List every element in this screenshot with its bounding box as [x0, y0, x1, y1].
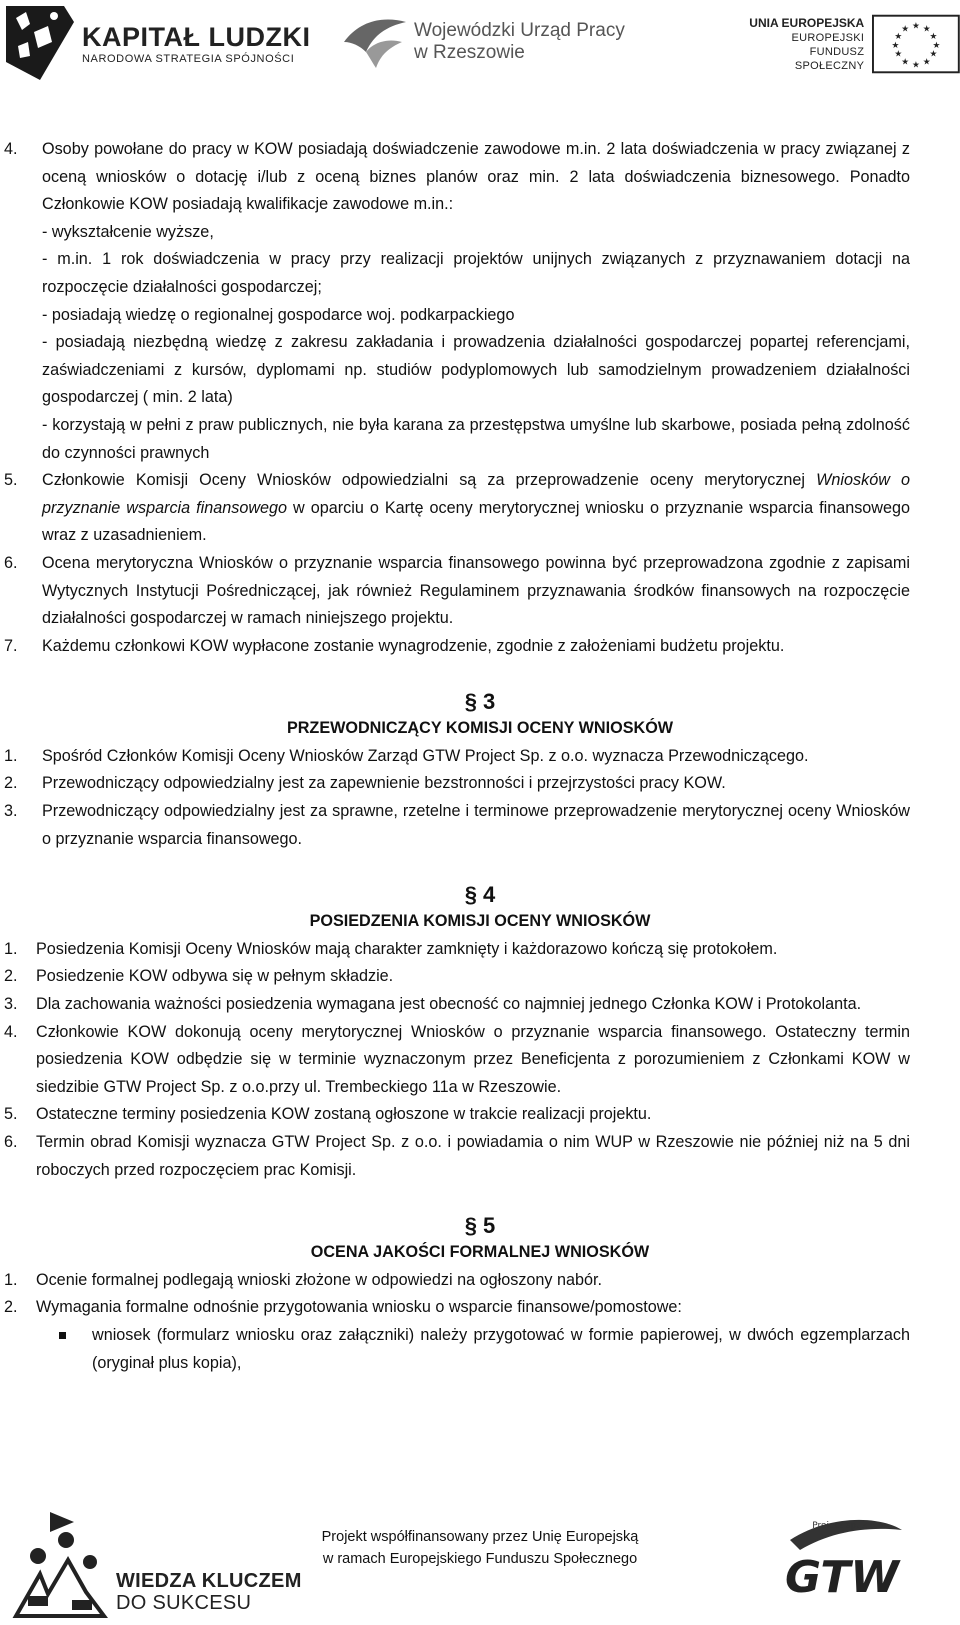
item-number: 1. — [4, 939, 18, 958]
item-number: 3. — [4, 802, 18, 821]
list-item — [0, 467, 960, 550]
section-heading — [0, 688, 960, 743]
item-number: 2. — [4, 967, 18, 986]
people-reading-icon — [10, 1504, 110, 1620]
svg-text:★: ★ — [901, 24, 910, 35]
eu-line2: EUROPEJSKI — [791, 31, 865, 44]
page-footer — [0, 1500, 960, 1625]
item-number: 6. — [4, 1133, 18, 1151]
item-text: Ocenie formalnej podlegają wnioski złożone w odpowiedzi na ogłoszony nabór. — [36, 1270, 603, 1289]
item-number: 5. — [4, 471, 18, 490]
svg-text:★: ★ — [901, 57, 910, 68]
item-subpoint: - m.in. 1 rok doświadczenia w pracy przy realizacji projektów unijnych związanych z przyznawaniem dotacji na rozpoczęcie działalności gospodarczej; — [42, 250, 910, 296]
list-item — [0, 633, 960, 661]
cofinancing-line2: w ramach Europejskiego Funduszu Społecznego — [322, 1551, 638, 1567]
gtw-logo-icon — [770, 1510, 910, 1610]
wup-bird-icon — [340, 12, 410, 72]
list-item — [0, 936, 960, 964]
item-number: 7. — [4, 636, 18, 655]
item-subpoint: - posiadają niezbędną wiedzę z zakresu zakładania i prowadzenia działalności gospodarczej popartej referencjami, zaświadczeniami z kursów, dyplomami np. studiów podyplomowych lub samodzielnym prowadzeniem działalności gospodarczej ( min. 2 lata) — [42, 333, 910, 407]
svg-text:★: ★ — [929, 49, 938, 60]
section-title: POSIEDZENIA KOMISJI OCENY WNIOSKÓW — [309, 912, 651, 931]
svg-text:★: ★ — [929, 32, 938, 43]
item-number: 6. — [4, 553, 18, 572]
item-number: 2. — [4, 774, 18, 793]
item-text: Osoby powołane do pracy w KOW posiadają doświadczenie zawodowe m.in. 2 lata doświadczenia w pracy związanej z oceną wniosków o dotację i/lub z oceną biznes planów oraz min. 2 lata doświadczenia biznesowego. Ponadto Członkowie KOW posiadają kwalifikacje zawodowe m.in.: — [42, 140, 910, 214]
item-text: Wymagania formalne odnośnie przygotowania wniosku o wsparcie finansowe/pomostowe: — [36, 1298, 682, 1317]
list-item — [0, 1294, 960, 1322]
section-sign: § 3 — [464, 689, 496, 715]
item-text: Członkowie Komisji Oceny Wniosków odpowiedzialni są za przeprowadzenie oceny merytorycznej — [42, 471, 817, 490]
eu-line3: FUNDUSZ SPOŁECZNY — [794, 45, 865, 72]
item-text-italic: Wniosków o przyznanie wsparcia finansowego — [42, 471, 911, 517]
item-text: Przewodniczący odpowiedzialny jest za sprawne, rzetelne i terminowe przeprowadzenie merytorycznej oceny Wniosków o przyznanie wsparcia finansowego. — [42, 802, 910, 848]
item-text: Każdemu członkowi KOW wypłacone zostanie wynagrodzenie, zgodnie z założeniami budżetu projektu. — [42, 636, 785, 655]
item-text: Członkowie KOW dokonują oceny merytorycznej Wniosków o przyznanie wsparcia finansowego. Ostateczny termin posiedzenia KOW odbędzie się w terminie wyznaczonym przez Beneficjenta z porozumieniem z Członkami KOW w siedzibie GTW Project Sp. z o.o.przy ul. Trembeckiego 11a w Rzeszowie. — [36, 1022, 910, 1096]
gtw-tagline: Project sp. z o.o. — [812, 1521, 886, 1531]
section-title: OCENA JAKOŚCI FORMALNEJ WNIOSKÓW — [310, 1243, 650, 1262]
section-sign: § 5 — [464, 1213, 496, 1239]
list-item — [0, 743, 960, 771]
item-number: 5. — [4, 1105, 18, 1124]
list-item — [0, 770, 960, 798]
item-text: Posiedzenia Komisji Oceny Wniosków mają charakter zamknięty i każdorazowo kończą się protokołem. — [36, 939, 778, 958]
svg-text:★: ★ — [894, 49, 903, 60]
item-number: 4. — [4, 1022, 18, 1041]
gtw-logo-text: GTW — [785, 1552, 899, 1603]
kapital-ludzki-subtitle: NARODOWA STRATEGIA SPÓJNOŚCI — [82, 53, 295, 65]
item-text: Przewodniczący odpowiedzialny jest za zapewnienie bezstronności i przejrzystości pracy KOW. — [42, 774, 726, 793]
list-item — [0, 136, 960, 467]
svg-text:★: ★ — [891, 40, 900, 51]
wiedza-line2: DO SUKCESU — [116, 1592, 252, 1614]
kapital-ludzki-title: KAPITAŁ LUDZKI — [82, 22, 311, 52]
kapital-ludzki-emblem-icon — [4, 2, 76, 82]
list-item — [0, 963, 960, 991]
section-heading — [0, 881, 960, 936]
svg-text:★: ★ — [922, 57, 931, 68]
list-item — [0, 1267, 960, 1295]
list-item — [0, 1019, 960, 1102]
section-heading — [0, 1212, 960, 1267]
document-body — [0, 136, 960, 1377]
item-text: Termin obrad Komisji wyznacza GTW Project Sp. z o.o. i powiadamia o nim WUP w Rzeszowie nie później niż na 5 dni roboczych przed rozpoczęciem prac Komisji. — [36, 1133, 910, 1179]
item-text: Posiedzenie KOW odbywa się w pełnym składzie. — [36, 967, 394, 986]
item-number: 1. — [4, 746, 18, 765]
eu-line1: UNIA EUROPEJSKA — [749, 15, 865, 30]
svg-text:★: ★ — [922, 24, 931, 35]
list-item — [0, 991, 960, 1019]
wup-name-line2: w Rzeszowie — [414, 42, 525, 63]
bullet-item — [0, 1322, 960, 1377]
item-subpoint: - korzystają w pełni z praw publicznych, nie była karana za przestępstwa umyślne lub skarbowe, posiada pełną zdolność do czynności prawnych — [42, 415, 910, 462]
item-number: 2. — [4, 1298, 18, 1317]
list-item — [0, 1101, 960, 1129]
bullet-text: wniosek (formularz wniosku oraz załączniki) należy przygotować w formie papierowej, w dwóch egzemplarzach (oryginał plus kopia), — [92, 1325, 910, 1372]
item-subpoint: - wykształcenie wyższe, — [42, 222, 214, 241]
item-number: 3. — [4, 995, 18, 1014]
page-header — [0, 0, 960, 90]
item-text: Ostateczne terminy posiedzenia KOW zostaną ogłoszone w trakcie realizacji projektu. — [36, 1105, 652, 1124]
kapital-ludzki-logo — [4, 2, 310, 82]
eu-logo — [740, 14, 960, 74]
svg-text:★: ★ — [912, 60, 921, 71]
eu-flag-icon — [872, 14, 960, 74]
item-text: Spośród Członków Komisji Oceny Wniosków Zarząd GTW Project Sp. z o.o. wyznacza Przewodniczącego. — [42, 746, 809, 765]
wup-logo — [340, 12, 625, 72]
svg-text:★: ★ — [932, 40, 941, 51]
list-item — [0, 550, 960, 633]
list-item — [0, 1129, 960, 1184]
wiedza-kluczem-logo — [10, 1504, 302, 1620]
wiedza-line1: WIEDZA KLUCZEM — [116, 1570, 302, 1592]
wup-name-line1: Wojewódzki Urząd Pracy — [414, 20, 625, 41]
item-number: 4. — [4, 140, 18, 158]
item-text: w oparciu o Kartę oceny merytorycznej wniosku o przyznanie wsparcia finansowego wraz z uzasadnieniem. — [42, 498, 910, 545]
square-bullet-icon — [59, 1332, 66, 1339]
cofinancing-note — [300, 1526, 660, 1570]
item-text: Dla zachowania ważności posiedzenia wymagana jest obecność co najmniej jednego Członka KOW i Protokolanta. — [36, 995, 862, 1014]
list-item — [0, 798, 960, 853]
item-subpoint: - posiadają wiedzę o regionalnej gospodarce woj. podkarpackiego — [42, 305, 515, 324]
svg-text:★: ★ — [912, 21, 921, 32]
item-number: 1. — [4, 1270, 18, 1289]
cofinancing-line1: Projekt współfinansowany przez Unię Europejską — [321, 1529, 639, 1545]
item-text: Ocena merytoryczna Wniosków o przyznanie wsparcia finansowego powinna być przeprowadzona zgodnie z zapisami Wytycznych Instytucji Pośredniczącej, jak również Regulaminem przyznawania środków finansowych na rozpoczęcie działalności gospodarczej w ramach niniejszego projektu. — [42, 553, 910, 628]
section-sign: § 4 — [464, 882, 496, 908]
section-title: PRZEWODNICZĄCY KOMISJI OCENY WNIOSKÓW — [286, 719, 674, 738]
svg-text:★: ★ — [894, 32, 903, 43]
